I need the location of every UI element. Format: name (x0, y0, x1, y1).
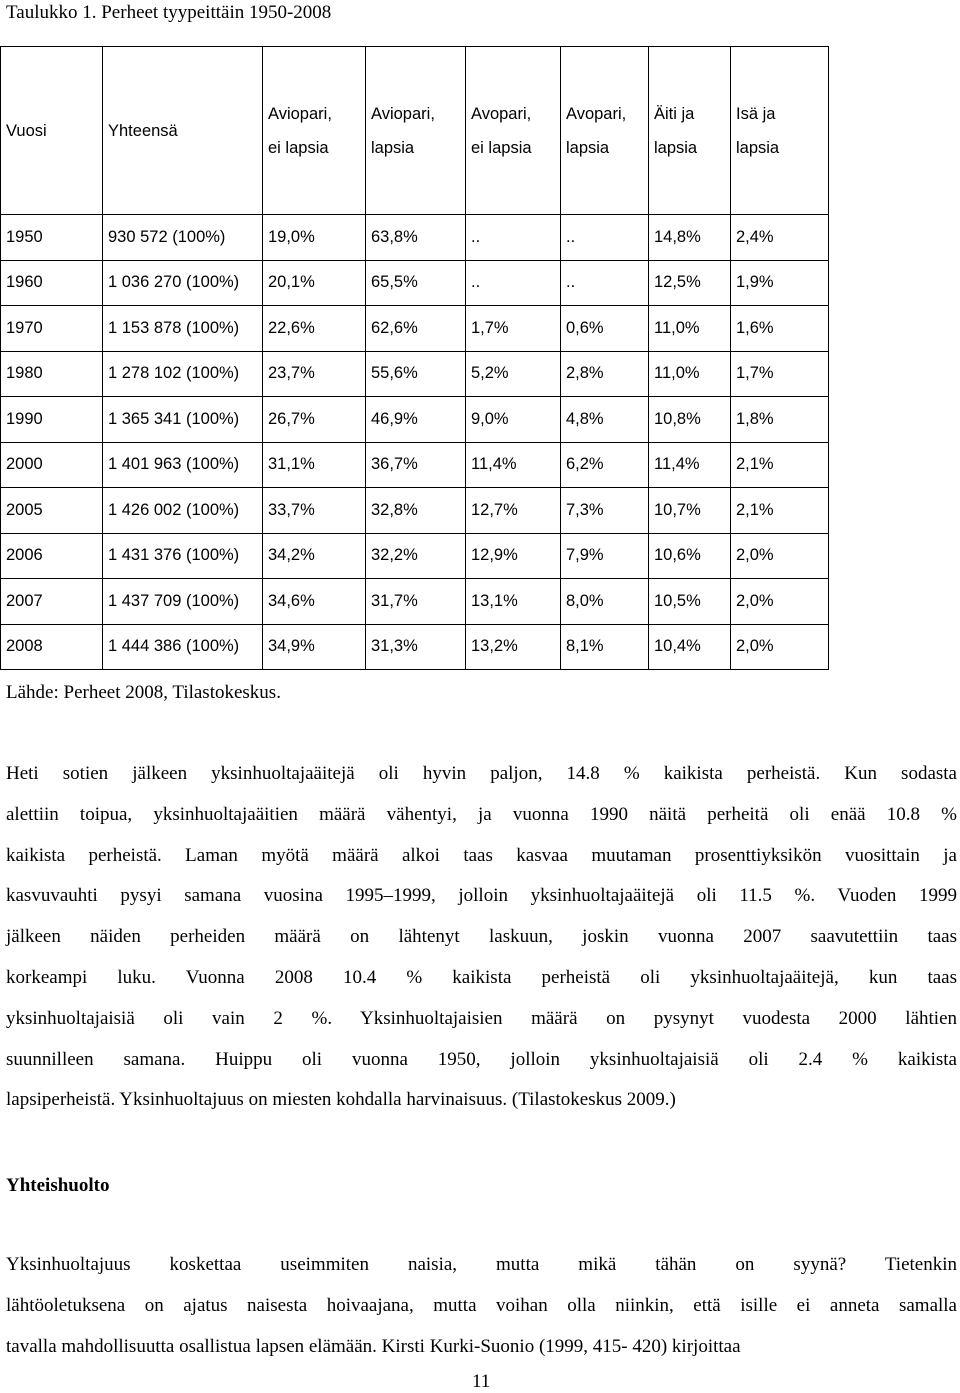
value-cell: 34,6% (263, 579, 366, 625)
value-cell: 32,8% (366, 488, 466, 534)
section-heading: Yhteishuolto (6, 1175, 110, 1196)
value-cell: 10,4% (649, 624, 731, 670)
value-cell: 10,8% (649, 397, 731, 443)
value-cell: .. (466, 260, 561, 306)
column-header-line: lapsia (371, 138, 415, 157)
text-line: alettiin toipua, yksinhuoltajaäitien määrä vähentyi, ja vuonna 1990 näitä perheitä oli enää 10.8 % (6, 803, 957, 825)
value-cell: 63,8% (366, 215, 466, 261)
value-cell: 0,6% (561, 306, 649, 352)
value-cell: 1 437 709 (100%) (103, 579, 263, 625)
year-cell: 2006 (1, 533, 103, 579)
year-cell: 2007 (1, 579, 103, 625)
value-cell: .. (561, 215, 649, 261)
value-cell: 7,3% (561, 488, 649, 534)
page-number: 11 (472, 1371, 491, 1392)
column-header (366, 47, 466, 215)
column-header-line: Vuosi (6, 121, 47, 140)
year-cell: 2008 (1, 624, 103, 670)
value-cell: 1 401 963 (100%) (103, 442, 263, 488)
value-cell: 23,7% (263, 351, 366, 397)
value-cell: 20,1% (263, 260, 366, 306)
value-cell: 13,2% (466, 624, 561, 670)
column-header (561, 47, 649, 215)
table-row (1, 624, 829, 670)
value-cell: 34,2% (263, 533, 366, 579)
table-row (1, 579, 829, 625)
text-line: kaikista perheistä. Laman myötä määrä alkoi taas kasvaa muutaman prosenttiyksikön vuosittain ja (6, 844, 957, 866)
value-cell: 62,6% (366, 306, 466, 352)
table-source: Lähde: Perheet 2008, Tilastokeskus. (6, 682, 281, 703)
column-header-line: lapsia (736, 138, 780, 157)
value-cell: 26,7% (263, 397, 366, 443)
table-caption: Taulukko 1. Perheet tyypeittäin 1950-2008 (6, 2, 332, 23)
table-row (1, 351, 829, 397)
table-body (1, 47, 829, 670)
table-row (1, 488, 829, 534)
value-cell: 11,4% (466, 442, 561, 488)
value-cell: 19,0% (263, 215, 366, 261)
table-header-row (1, 47, 829, 215)
year-cell: 1960 (1, 260, 103, 306)
value-cell: 1,7% (466, 306, 561, 352)
table-row (1, 397, 829, 443)
value-cell: 8,1% (561, 624, 649, 670)
value-cell: 12,7% (466, 488, 561, 534)
value-cell: 10,5% (649, 579, 731, 625)
families-table (0, 46, 829, 670)
value-cell: 12,9% (466, 533, 561, 579)
value-cell: 22,6% (263, 306, 366, 352)
paragraph-single-parents (6, 754, 957, 1121)
value-cell: 930 572 (100%) (103, 215, 263, 261)
value-cell: 31,3% (366, 624, 466, 670)
year-cell: 1980 (1, 351, 103, 397)
text-line: yksinhuoltajaisiä oli vain 2 %. Yksinhuoltajaisien määrä on pysynyt vuodesta 2000 lähtien (6, 1007, 957, 1029)
value-cell: .. (561, 260, 649, 306)
column-header-line: Äiti ja (654, 104, 695, 123)
text-line: korkeampi luku. Vuonna 2008 10.4 % kaikista perheistä oli yksinhuoltajaäitejä, kun taas (6, 966, 957, 988)
value-cell: 33,7% (263, 488, 366, 534)
value-cell: 1,7% (731, 351, 829, 397)
column-header (103, 47, 263, 215)
value-cell: .. (466, 215, 561, 261)
value-cell: 1 365 341 (100%) (103, 397, 263, 443)
value-cell: 1,9% (731, 260, 829, 306)
text-line: tavalla mahdollisuutta osallistua lapsen elämään. Kirsti Kurki-Suonio (1999, 415- 420) kirjoittaa (6, 1335, 741, 1357)
value-cell: 31,1% (263, 442, 366, 488)
table-row (1, 306, 829, 352)
column-header (731, 47, 829, 215)
column-header-line: Aviopari, (268, 104, 332, 123)
column-header-line: lapsia (566, 138, 610, 157)
value-cell: 32,2% (366, 533, 466, 579)
value-cell: 10,6% (649, 533, 731, 579)
value-cell: 1 278 102 (100%) (103, 351, 263, 397)
column-header (1, 47, 103, 215)
value-cell: 10,7% (649, 488, 731, 534)
text-line: lähtöoletuksena on ajatus naisesta hoivaajana, mutta voihan olla niinkin, että isille ei anneta samalla (6, 1294, 957, 1316)
column-header-line: Isä ja (736, 104, 776, 123)
column-header-line: Avopari, (471, 104, 532, 123)
value-cell: 1,6% (731, 306, 829, 352)
value-cell: 2,0% (731, 533, 829, 579)
year-cell: 1990 (1, 397, 103, 443)
year-cell: 2000 (1, 442, 103, 488)
text-line: suunnilleen samana. Huippu oli vuonna 1950, jolloin yksinhuoltajaisiä oli 2.4 % kaikista (6, 1048, 957, 1070)
year-cell: 1970 (1, 306, 103, 352)
year-cell: 2005 (1, 488, 103, 534)
column-header-line: Yhteensä (108, 121, 178, 140)
value-cell: 4,8% (561, 397, 649, 443)
value-cell: 9,0% (466, 397, 561, 443)
year-cell: 1950 (1, 215, 103, 261)
value-cell: 14,8% (649, 215, 731, 261)
value-cell: 13,1% (466, 579, 561, 625)
value-cell: 2,1% (731, 442, 829, 488)
table-row (1, 442, 829, 488)
value-cell: 1 036 270 (100%) (103, 260, 263, 306)
value-cell: 36,7% (366, 442, 466, 488)
column-header-line: ei lapsia (471, 138, 532, 157)
paragraph-joint-custody (6, 1245, 957, 1367)
value-cell: 11,0% (649, 306, 731, 352)
value-cell: 1 444 386 (100%) (103, 624, 263, 670)
value-cell: 7,9% (561, 533, 649, 579)
column-header (649, 47, 731, 215)
value-cell: 11,4% (649, 442, 731, 488)
value-cell: 1,8% (731, 397, 829, 443)
column-header (263, 47, 366, 215)
value-cell: 2,8% (561, 351, 649, 397)
column-header-line: lapsia (654, 138, 698, 157)
text-line: Yksinhuoltajuus koskettaa useimmiten naisia, mutta mikä tähän on syynä? Tietenkin (6, 1254, 957, 1275)
value-cell: 6,2% (561, 442, 649, 488)
value-cell: 31,7% (366, 579, 466, 625)
text-line: jälkeen näiden perheiden määrä on lähtenyt laskuun, joskin vuonna 2007 saavutettiin taas (6, 926, 957, 948)
value-cell: 34,9% (263, 624, 366, 670)
table-row (1, 215, 829, 261)
value-cell: 2,0% (731, 579, 829, 625)
value-cell: 5,2% (466, 351, 561, 397)
column-header-line: ei lapsia (268, 138, 329, 157)
value-cell: 8,0% (561, 579, 649, 625)
value-cell: 11,0% (649, 351, 731, 397)
value-cell: 1 426 002 (100%) (103, 488, 263, 534)
column-header-line: Aviopari, (371, 104, 435, 123)
value-cell: 2,1% (731, 488, 829, 534)
value-cell: 1 153 878 (100%) (103, 306, 263, 352)
value-cell: 2,4% (731, 215, 829, 261)
column-header-line: Avopari, (566, 104, 627, 123)
text-line: kasvuvauhti pysyi samana vuosina 1995–1999, jolloin yksinhuoltajaäitejä oli 11.5 %. Vuoden 1999 (6, 885, 957, 907)
value-cell: 2,0% (731, 624, 829, 670)
text-line: lapsiperheistä. Yksinhuoltajuus on miesten kohdalla harvinaisuus. (Tilastokeskus 2009.) (6, 1089, 676, 1111)
value-cell: 12,5% (649, 260, 731, 306)
column-header (466, 47, 561, 215)
value-cell: 65,5% (366, 260, 466, 306)
table-row (1, 260, 829, 306)
text-line: Heti sotien jälkeen yksinhuoltajaäitejä oli hyvin paljon, 14.8 % kaikista perheistä. Kun sodasta (6, 763, 957, 784)
value-cell: 55,6% (366, 351, 466, 397)
value-cell: 46,9% (366, 397, 466, 443)
table-row (1, 533, 829, 579)
value-cell: 1 431 376 (100%) (103, 533, 263, 579)
